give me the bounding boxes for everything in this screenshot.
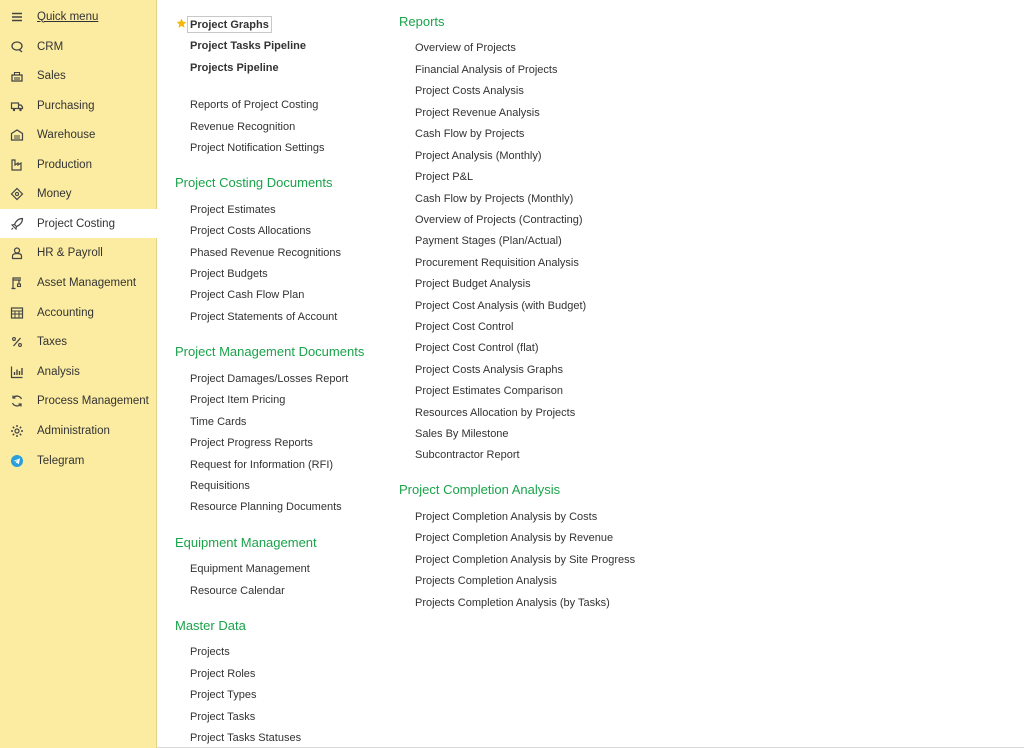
favorite-link-projects-pipeline[interactable]: Projects Pipeline xyxy=(190,62,279,74)
link-sales-by-milestone[interactable]: Sales By Milestone xyxy=(415,428,509,440)
sidebar-item-label: Sales xyxy=(37,69,66,82)
section-heading-equipment-management: Equipment Management xyxy=(175,535,317,550)
sidebar-item-label: Accounting xyxy=(37,306,94,319)
section-heading-reports: Reports xyxy=(399,14,445,29)
link-project-roles[interactable]: Project Roles xyxy=(190,668,256,680)
favorite-link-project-graphs[interactable] xyxy=(187,16,272,33)
link-cash-flow-by-projects-monthly[interactable]: Cash Flow by Projects (Monthly) xyxy=(415,193,574,205)
sidebar-item-label: HR & Payroll xyxy=(37,246,103,259)
link-revenue-recognition[interactable]: Revenue Recognition xyxy=(190,121,296,133)
menu-icon xyxy=(10,10,24,24)
sidebar-item-telegram[interactable] xyxy=(0,446,157,475)
link-project-costs-allocations[interactable]: Project Costs Allocations xyxy=(190,225,312,237)
link-completion-by-revenue[interactable]: Project Completion Analysis by Revenue xyxy=(415,532,614,544)
link-project-estimates[interactable]: Project Estimates xyxy=(190,204,276,216)
sidebar-item-purchasing[interactable] xyxy=(0,91,157,120)
chart-icon xyxy=(10,365,24,379)
link-payment-stages[interactable]: Payment Stages (Plan/Actual) xyxy=(415,235,562,247)
link-project-tasks[interactable]: Project Tasks xyxy=(190,711,256,723)
link-project-notification-settings[interactable]: Project Notification Settings xyxy=(190,142,325,154)
person-icon xyxy=(10,246,24,260)
link-project-costs-analysis-graphs[interactable]: Project Costs Analysis Graphs xyxy=(415,364,563,376)
link-project-revenue-analysis[interactable]: Project Revenue Analysis xyxy=(415,107,540,119)
sidebar-item-label: Analysis xyxy=(37,365,80,378)
sidebar-item-label: Quick menu xyxy=(37,10,99,23)
sidebar-item-label: Warehouse xyxy=(37,128,96,141)
link-project-analysis-monthly[interactable]: Project Analysis (Monthly) xyxy=(415,150,542,162)
sidebar-item-warehouse[interactable] xyxy=(0,120,157,149)
link-project-cash-flow-plan[interactable]: Project Cash Flow Plan xyxy=(190,289,305,301)
section-heading-master-data: Master Data xyxy=(175,618,246,633)
sidebar-item-accounting[interactable] xyxy=(0,298,157,327)
sidebar-item-analysis[interactable] xyxy=(0,357,157,386)
factory-icon xyxy=(10,158,24,172)
ledger-icon xyxy=(10,306,24,320)
link-reports-of-project-costing[interactable]: Reports of Project Costing xyxy=(190,99,319,111)
sidebar-item-production[interactable] xyxy=(0,150,157,179)
link-completion-by-costs[interactable]: Project Completion Analysis by Costs xyxy=(415,511,598,523)
sidebar xyxy=(0,0,157,748)
sidebar-item-asset-management[interactable] xyxy=(0,268,157,297)
sidebar-item-label: Process Management xyxy=(37,394,149,407)
sidebar-item-crm[interactable] xyxy=(0,32,157,61)
sidebar-item-hr-payroll[interactable] xyxy=(0,238,157,267)
link-subcontractor-report[interactable]: Subcontractor Report xyxy=(415,449,520,461)
link-projects[interactable]: Projects xyxy=(190,646,230,658)
link-project-pl[interactable]: Project P&L xyxy=(415,171,474,183)
sidebar-item-label: Project Costing xyxy=(37,217,115,230)
link-equipment-management[interactable]: Equipment Management xyxy=(190,563,310,575)
warehouse-icon xyxy=(10,128,24,142)
sidebar-item-label: CRM xyxy=(37,40,64,53)
link-project-budgets[interactable]: Project Budgets xyxy=(190,268,268,280)
sidebar-item-label: Money xyxy=(37,187,72,200)
sidebar-item-project-costing[interactable] xyxy=(0,209,157,238)
chat-icon xyxy=(10,40,24,54)
section-heading-project-completion-analysis: Project Completion Analysis xyxy=(399,482,561,497)
truck-icon xyxy=(10,99,24,113)
sidebar-item-label: Production xyxy=(37,158,92,171)
link-overview-of-projects[interactable]: Overview of Projects xyxy=(415,42,516,54)
sidebar-item-label: Taxes xyxy=(37,335,68,348)
link-procurement-requisition-analysis[interactable]: Procurement Requisition Analysis xyxy=(415,257,579,269)
link-completion-by-site-progress[interactable]: Project Completion Analysis by Site Progress xyxy=(415,554,636,566)
link-resource-planning-documents[interactable]: Resource Planning Documents xyxy=(190,501,342,513)
sidebar-item-label: Asset Management xyxy=(37,276,137,289)
link-overview-of-projects-contracting[interactable]: Overview of Projects (Contracting) xyxy=(415,214,583,226)
link-cash-flow-by-projects[interactable]: Cash Flow by Projects xyxy=(415,128,525,140)
sidebar-item-administration[interactable] xyxy=(0,416,157,445)
rocket-icon xyxy=(10,217,24,231)
link-project-tasks-statuses[interactable]: Project Tasks Statuses xyxy=(190,732,302,744)
link-project-types[interactable]: Project Types xyxy=(190,689,257,701)
sidebar-item-sales[interactable] xyxy=(0,61,157,90)
link-phased-revenue-recognitions[interactable]: Phased Revenue Recognitions xyxy=(190,247,342,259)
sidebar-item-label: Telegram xyxy=(37,454,85,467)
link-time-cards[interactable]: Time Cards xyxy=(190,416,247,428)
link-financial-analysis-of-projects[interactable]: Financial Analysis of Projects xyxy=(415,64,558,76)
percent-icon xyxy=(10,335,24,349)
link-project-progress-reports[interactable]: Project Progress Reports xyxy=(190,437,313,449)
link-project-cost-analysis-with-budget[interactable]: Project Cost Analysis (with Budget) xyxy=(415,300,587,312)
link-request-for-information[interactable]: Request for Information (RFI) xyxy=(190,459,334,471)
sidebar-item-taxes[interactable] xyxy=(0,327,157,356)
link-requisitions[interactable]: Requisitions xyxy=(190,480,250,492)
gear-icon xyxy=(10,424,24,438)
sidebar-item-label: Administration xyxy=(37,424,110,437)
sidebar-item-process-management[interactable] xyxy=(0,386,157,415)
link-project-statements-of-account[interactable]: Project Statements of Account xyxy=(190,311,338,323)
sidebar-item-label: Purchasing xyxy=(37,99,95,112)
link-project-costs-analysis[interactable]: Project Costs Analysis xyxy=(415,85,524,97)
telegram-icon xyxy=(10,454,24,468)
link-projects-completion-analysis-by-tasks[interactable]: Projects Completion Analysis (by Tasks) xyxy=(415,597,610,609)
section-heading-project-costing-documents: Project Costing Documents xyxy=(175,175,333,190)
crane-icon xyxy=(10,276,24,290)
link-resource-calendar[interactable]: Resource Calendar xyxy=(190,585,285,597)
section-heading-project-management-documents: Project Management Documents xyxy=(175,344,365,359)
link-project-cost-control-flat[interactable]: Project Cost Control (flat) xyxy=(415,342,539,354)
link-project-damages-losses-report[interactable]: Project Damages/Losses Report xyxy=(190,373,349,385)
link-resources-allocation-by-projects[interactable]: Resources Allocation by Projects xyxy=(415,407,576,419)
sidebar-item-money[interactable] xyxy=(0,179,157,208)
money-icon xyxy=(10,187,24,201)
link-project-estimates-comparison[interactable]: Project Estimates Comparison xyxy=(415,385,563,397)
favorite-link-project-tasks-pipeline[interactable]: Project Tasks Pipeline xyxy=(190,40,306,52)
link-project-item-pricing[interactable]: Project Item Pricing xyxy=(190,394,286,406)
link-project-budget-analysis[interactable]: Project Budget Analysis xyxy=(415,278,531,290)
link-projects-completion-analysis[interactable]: Projects Completion Analysis xyxy=(415,575,557,587)
sidebar-item-quick-menu[interactable] xyxy=(0,2,157,31)
basket-icon xyxy=(10,69,24,83)
cycle-icon xyxy=(10,394,24,408)
favorite-label: Project Graphs xyxy=(190,18,269,31)
favorite-star-icon[interactable] xyxy=(176,18,187,29)
link-project-cost-control[interactable]: Project Cost Control xyxy=(415,321,514,333)
